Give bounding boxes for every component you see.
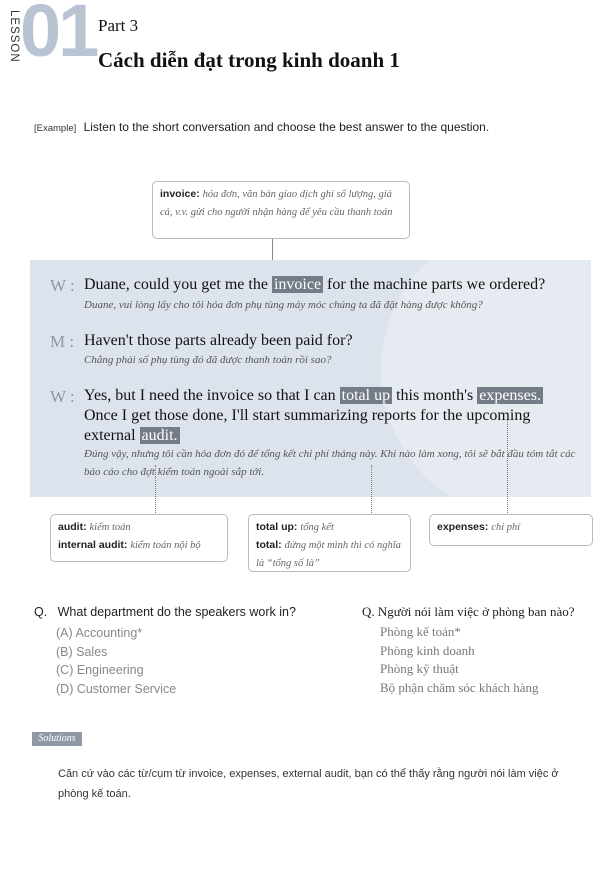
dialogue-line-vi: Đúng vậy, nhưng tôi cần hóa đơn đó để tổng kết chi phí tháng này. Khi nào làm xong, tôi sẽ bắt đầu tóm tắt các báo cáo cho đợt kiểm toán ngoài sắp tới.: [84, 448, 576, 478]
dialogue-line-en: [84, 386, 564, 446]
gloss-box-invoice: [152, 181, 410, 239]
highlight-total-up: total up: [341, 387, 391, 404]
instruction-text: Listen to the short conversation and choose the best answer to the question.: [83, 120, 490, 134]
text-segment: Yes, but I need the invoice so that I can: [84, 387, 340, 404]
text-segment: Duane, could you get me the: [84, 276, 272, 293]
solutions-text: Căn cứ vào các từ/cụm từ invoice, expenses, external audit, bạn có thể thấy rằng người nói làm việc ở phòng kế toán.: [58, 768, 559, 800]
highlight-audit: audit.: [141, 427, 178, 444]
gloss-term: total:: [256, 538, 282, 551]
gloss-box-expenses: [429, 514, 593, 546]
option-a: (A) Accounting*: [56, 626, 143, 640]
gloss-definition: hóa đơn, văn bản giao dịch ghi số lượng, giá cả, v.v. gửi cho người nhận hàng để yêu cầu thanh toán: [160, 189, 393, 218]
option-a: Phòng kế toán*: [380, 624, 461, 639]
speaker-label: W :: [50, 276, 75, 295]
speaker-label: W :: [50, 387, 75, 406]
text-segment: Once I get those done, I'll start summarizing reports for the upcoming external: [84, 407, 531, 444]
question-label: Q.: [34, 605, 48, 619]
dialogue-line-vi: Duane, vui lòng lấy cho tôi hóa đơn phụ tùng máy móc chúng ta đã đặt hàng được không?: [84, 299, 483, 311]
connector-line: [507, 420, 508, 515]
speaker-label: M :: [50, 332, 75, 351]
option-d: (D) Customer Service: [56, 681, 177, 696]
instruction: [34, 120, 489, 134]
text-segment: for the machine parts we ordered?: [323, 276, 546, 293]
dialogue-line-en: Haven't those parts already been paid for?: [84, 332, 353, 349]
page-title: Cách diễn đạt trong kinh doanh 1: [98, 48, 400, 72]
dialogue-line-vi: Chẳng phải số phụ tùng đó đã được thanh toán rồi sao?: [84, 354, 332, 366]
dialogue-line-en: [84, 275, 584, 295]
question-label: Q.: [362, 604, 375, 619]
option-b: Phòng kinh doanh: [380, 642, 475, 658]
gloss-box-total-up: [248, 514, 411, 572]
question-vi: [362, 604, 575, 620]
gloss-definition: kiểm toán: [89, 522, 131, 533]
lesson-label: LESSON: [8, 10, 20, 63]
question-en: [34, 605, 296, 619]
part-label: Part 3: [98, 16, 139, 35]
answer-options-vi: [380, 623, 538, 697]
option-d: Bộ phận chăm sóc khách hàng: [380, 679, 539, 695]
highlight-expenses: expenses.: [479, 387, 541, 404]
option-c: Phòng kỹ thuật: [380, 661, 459, 676]
text-segment: this month's: [392, 387, 478, 404]
connector-line: [155, 465, 156, 515]
highlight-invoice: invoice: [273, 276, 322, 293]
question-text: What department do the speakers work in?: [57, 605, 296, 619]
gloss-term: invoice:: [160, 188, 200, 200]
gloss-definition: chi phí: [491, 522, 521, 533]
gloss-term: total up:: [256, 521, 298, 533]
gloss-term: audit:: [58, 521, 87, 533]
option-c: (C) Engineering: [56, 663, 144, 677]
lesson-number: 01: [20, 0, 97, 72]
answer-options-en: [56, 624, 176, 698]
gloss-definition: đứng một mình thì có nghĩa là “tổng số là”: [256, 539, 401, 569]
gloss-definition: tổng kết: [300, 522, 334, 533]
question-text: Người nói làm việc ở phòng ban nào?: [377, 604, 575, 619]
solutions-tag: Solutions: [32, 732, 82, 746]
gloss-box-audit: [50, 514, 228, 562]
option-b: (B) Sales: [56, 644, 108, 659]
example-tag: [Example]: [34, 123, 77, 134]
gloss-term: expenses:: [437, 521, 489, 533]
gloss-term: internal audit:: [58, 538, 128, 551]
gloss-definition: kiểm toán nội bộ: [130, 539, 201, 551]
connector-line: [371, 465, 372, 515]
